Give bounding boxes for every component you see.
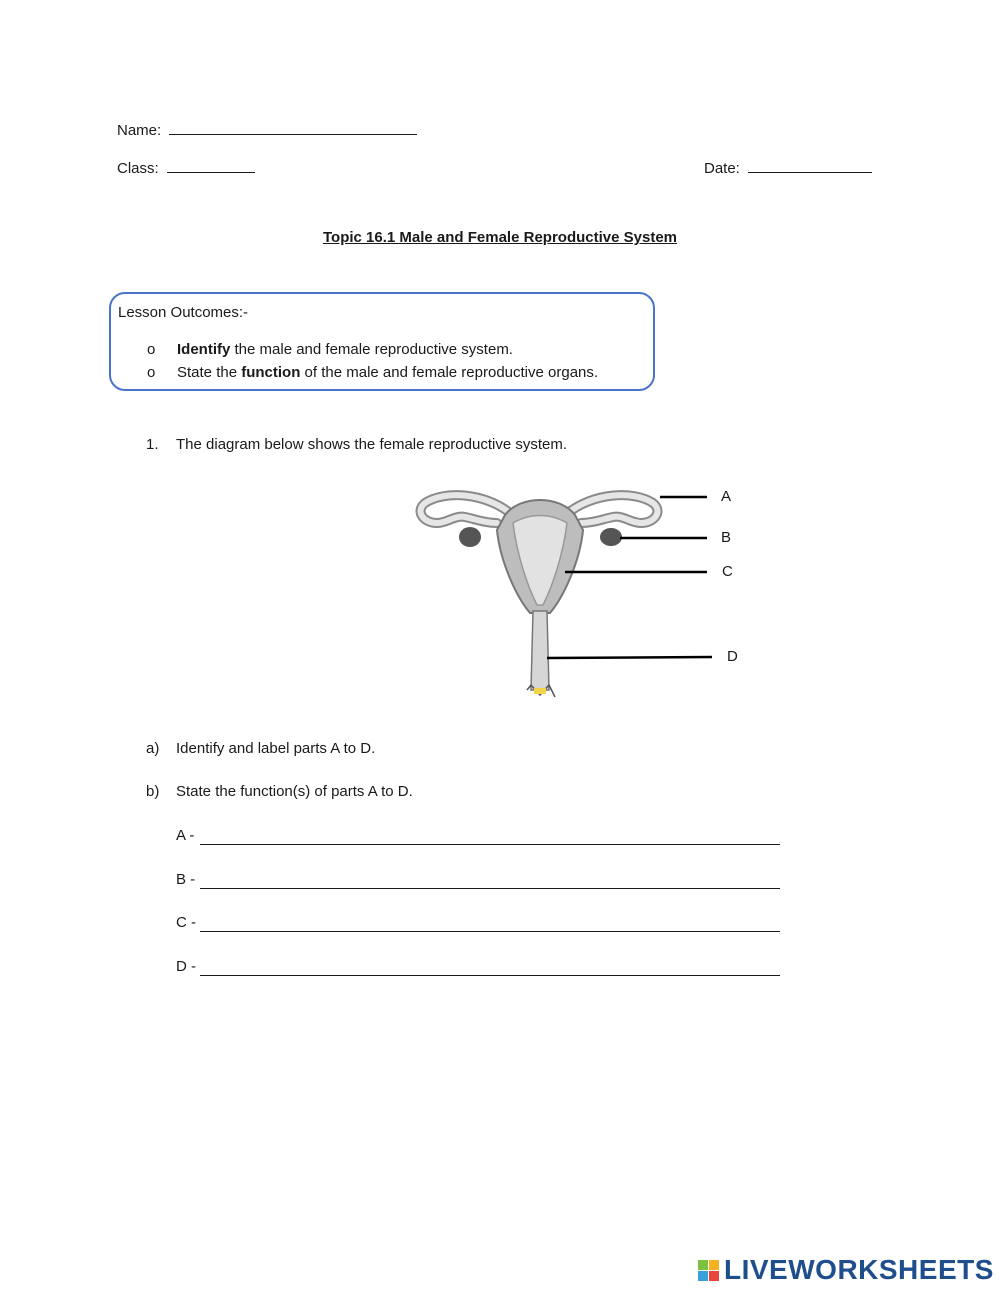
answer-b-label: B - — [176, 871, 196, 888]
label-line-d — [547, 657, 712, 658]
answer-d-label: D - — [176, 958, 196, 975]
answer-c-line[interactable] — [200, 915, 780, 932]
date-label: Date: — [704, 160, 740, 177]
answer-d-line[interactable] — [200, 959, 780, 976]
answer-b-line[interactable] — [200, 872, 780, 889]
class-input-line[interactable] — [167, 157, 255, 173]
answer-a-line[interactable] — [200, 828, 780, 845]
diagram-label-a[interactable]: A — [721, 488, 732, 505]
vagina — [531, 611, 549, 690]
outcome-2-pre: State the — [177, 364, 242, 381]
part-a-text: Identify and label parts A to D. — [176, 740, 376, 757]
outcome-1-text: the male and female reproductive system. — [230, 341, 513, 358]
diagram-label-b[interactable]: B — [721, 529, 732, 546]
lesson-outcomes-box — [109, 292, 655, 391]
diagram-label-d[interactable]: D — [727, 648, 738, 665]
outcome-2-text: of the male and female reproductive organs. — [300, 364, 599, 381]
page-title: Topic 16.1 Male and Female Reproductive System — [322, 229, 677, 246]
diagram-label-c[interactable]: C — [722, 563, 733, 580]
name-input-line[interactable] — [169, 119, 417, 135]
female-reproductive-system-diagram — [415, 485, 755, 705]
date-field-row — [704, 157, 872, 177]
bullet-icon: o — [147, 341, 156, 358]
question-1-text: The diagram below shows the female reproductive system. — [176, 436, 568, 453]
outcome-2-bold: function — [241, 364, 301, 381]
date-input-line[interactable] — [748, 157, 872, 173]
part-b-text: State the function(s) of parts A to D. — [176, 783, 413, 800]
bullet-icon: o — [147, 364, 156, 381]
left-ovary — [459, 527, 481, 547]
right-ovary — [600, 528, 622, 546]
logo-text: LIVEWORKSHEETS — [724, 1254, 994, 1285]
answer-a-label: A - — [176, 827, 195, 844]
name-field-row — [117, 119, 417, 139]
part-b-marker: b) — [146, 783, 160, 800]
name-label: Name: — [117, 122, 162, 139]
lesson-outcomes-heading: Lesson Outcomes:- — [118, 304, 249, 321]
part-a-marker: a) — [146, 740, 160, 757]
logo-icon — [698, 1260, 720, 1282]
outcome-1-bold: Identify — [177, 341, 231, 358]
answer-c-label: C - — [176, 914, 196, 931]
class-field-row — [117, 157, 255, 177]
question-1-number: 1. — [146, 436, 159, 453]
class-label: Class: — [117, 160, 159, 177]
